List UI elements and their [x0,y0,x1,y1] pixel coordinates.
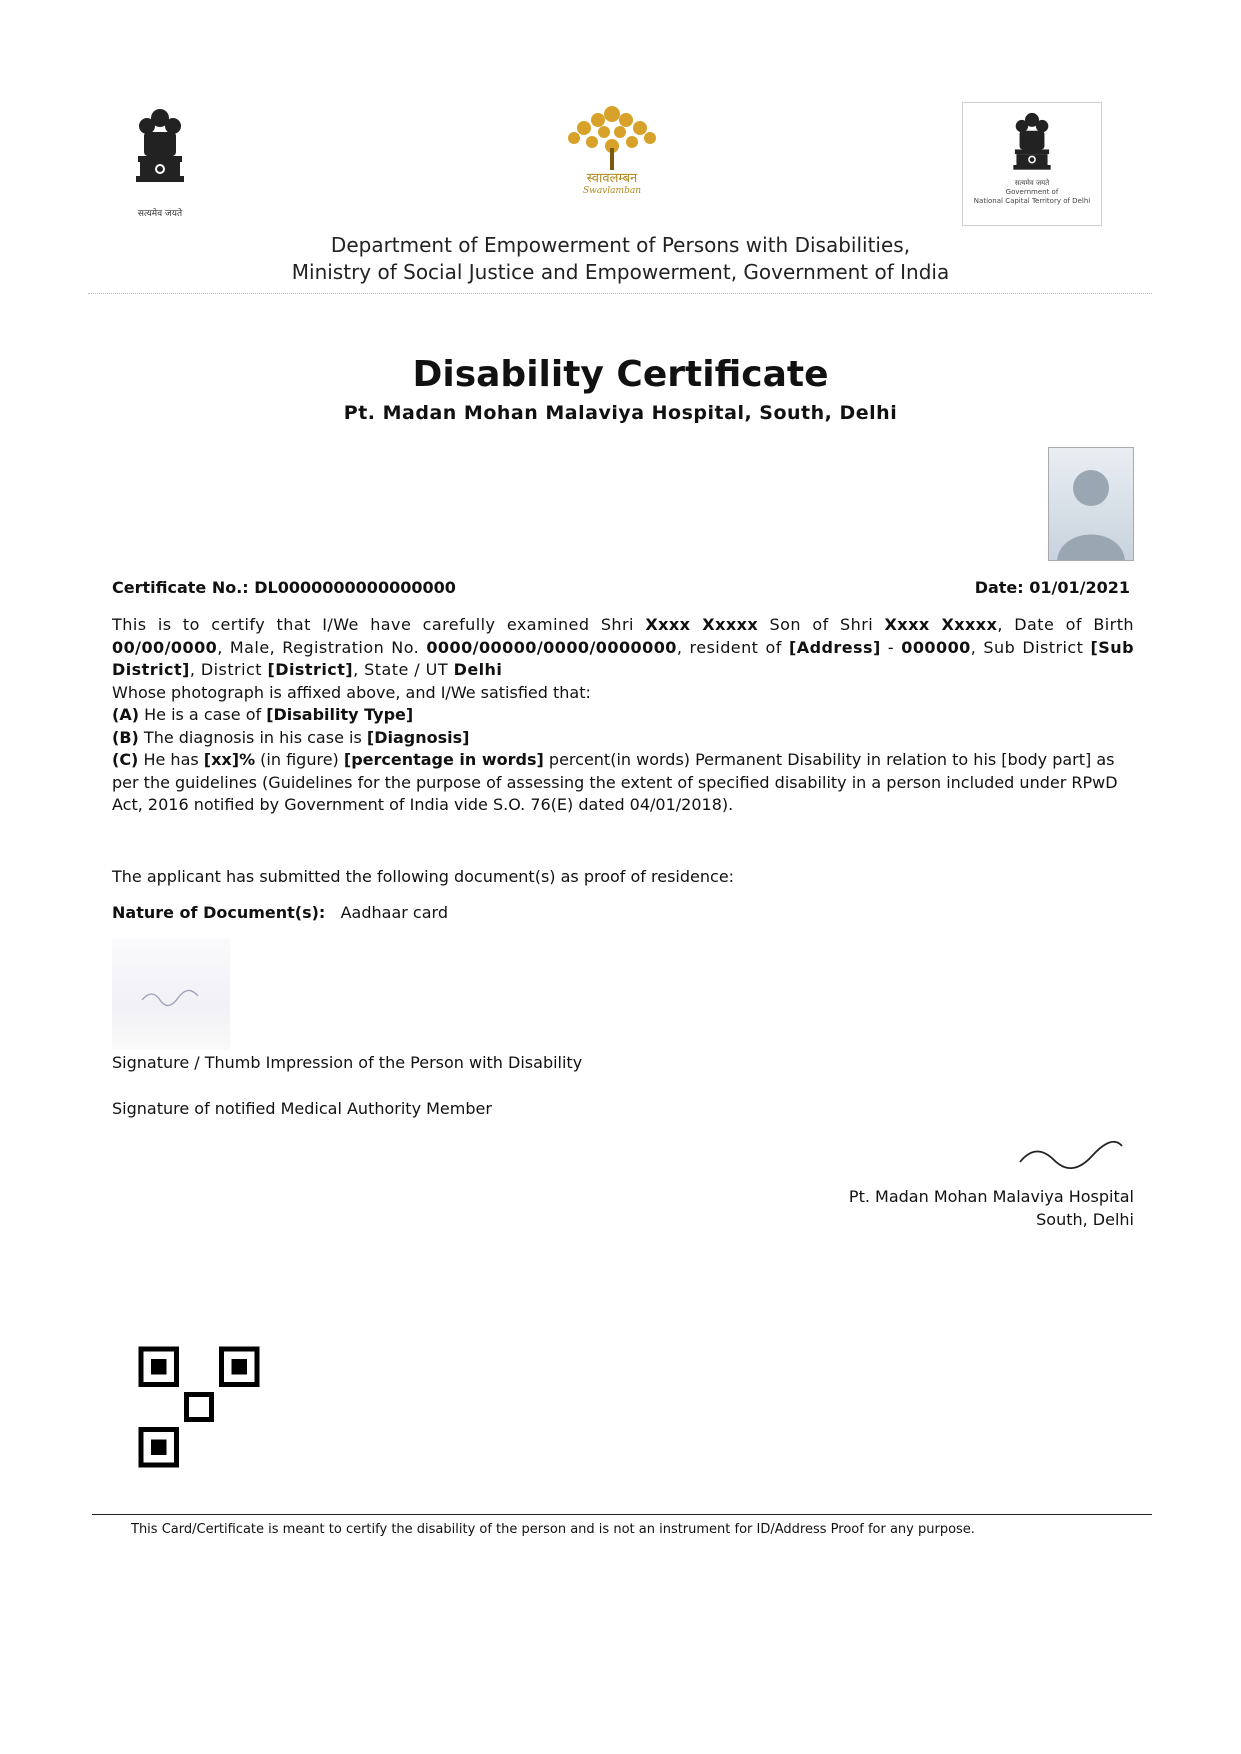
logo-subtext: Swavlamban [582,186,642,196]
emblem-right-line2: National Capital Territory of Delhi [973,197,1091,205]
person-silhouette-icon [1049,448,1133,560]
diagnosis: [Diagnosis] [366,727,470,747]
certificate-number-value: DL0000000000000000 [254,578,456,597]
applicant-signature-image [112,938,230,1050]
clause-b: (B) The diagnosis in his case is [Diagnosis] [112,727,470,747]
parent-name: Xxxx Xxxxx [884,615,998,634]
certificate-date-label: Date: [974,578,1024,597]
header-divider [88,293,1152,294]
disability-type: [Disability Type] [266,705,414,724]
logo-text: स्वावलम्बन [586,171,638,186]
applicant-signature-label: Signature / Thumb Impression of the Person with Disability [112,1053,583,1072]
authority-line-1: Pt. Madan Mohan Malaviya Hospital [848,1187,1134,1206]
authority-block [849,1185,1134,1231]
district: [District] [267,660,354,679]
certificate-number-label: Certificate No.: [112,578,249,597]
address: [Address] [788,637,881,657]
emblem-right-line1: Government of [1005,188,1059,196]
signature-placeholder [112,938,230,1050]
swavlamban-logo [556,102,668,196]
nature-value: Aadhaar card [340,903,448,922]
person-name: Xxxx Xxxxx [645,615,759,634]
certificate-date [975,578,1130,597]
qr-code [126,1334,272,1480]
photo-statement: Whose photograph is affixed above, and I/We satisfied that: [112,682,591,702]
certificate-title: Disability Certificate [412,354,829,395]
authority-signature-label: Signature of notified Medical Authority Member [112,1099,492,1118]
clause-a: (A) He is a case of [Disability Type] [112,705,414,724]
certificate-number [112,578,456,597]
emblem-motto-right: सत्यमेव जयते [1014,179,1050,187]
disability-percent-words: [percentage in words] [343,750,544,769]
department-line-2: Ministry of Social Justice and Empowerment, Government of India [291,260,950,284]
residence-intro: The applicant has submitted the following document(s) as proof of residence: [112,867,735,886]
certificate-date-value: 01/01/2021 [1029,578,1130,597]
certificate-body [112,614,1134,817]
nct-delhi-emblem [962,102,1102,226]
sub-district: [Sub District] [112,637,1135,679]
clause-c: (C) He has [xx]% (in figure) [percentage in words] percent(in words) Permanent Disability in relation to his [body part] as per the guidelines (Guidelines for the purpose of assessing the extent of specified disability in a person included under RPwD Act, 2016 notified by Government of India vide S.O. 76(E) dated 04/01/2018). [112,750,1118,814]
emblem-motto-left: सत्यमेव जयते [137,209,183,219]
registration-number: 0000/00000/0000/0000000 [426,637,677,657]
lion-capital-icon [130,104,190,204]
national-emblem-left [124,104,196,219]
date-of-birth: 00/00/0000 [112,637,218,657]
hospital-heading: Pt. Madan Mohan Malaviya Hospital, South, Delhi [343,402,898,424]
tree-logo-icon [560,102,664,172]
state: Delhi [453,660,503,679]
lion-capital-icon [1008,109,1056,179]
nature-of-document [112,903,448,922]
footer-divider [92,1514,1152,1515]
examination-statement: This is to certify that I/We have carefully examined Shri Xxxx Xxxxx Son of Shri Xxxx Xxxxx, Date of Birth 00/00/0000, Male, Registration No. 0000/00000/0000/0000000, resident of [Address] - 000000, Sub District [Sub District], District [District], State / UT Delhi [112,615,1135,679]
nature-label: Nature of Document(s): [112,903,326,922]
department-line-1: Department of Empowerment of Persons with Disabilities, [330,233,911,257]
applicant-photo [1048,447,1134,561]
footer-note: This Card/Certificate is meant to certify the disability of the person and is not an instrument for ID/Address Proof for any purpose. [131,1522,975,1537]
authority-signature [1006,1128,1132,1180]
department-heading [0,232,1241,286]
pincode: 000000 [901,637,971,657]
disability-percent: [xx]% [203,750,256,769]
authority-line-2: South, Delhi [1036,1210,1134,1229]
certificate-meta-row [112,578,1130,597]
